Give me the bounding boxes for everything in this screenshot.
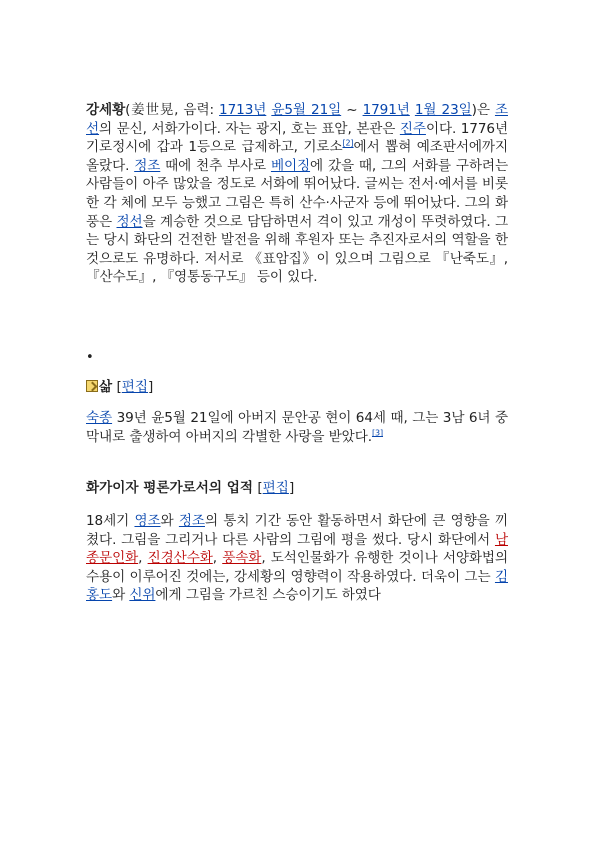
link-jinju[interactable]: 진주 [399,120,426,137]
life-paragraph: 숙종 39년 윤5월 21일에 아버지 문안공 현이 64세 때, 그는 3남 6녀 중 막내로 출생하여 아버지의 각별한 사랑을 받았다.[3] [86,410,508,445]
image-icon [86,380,98,392]
edit-link-life[interactable]: 편집 [121,379,149,395]
section-title-life: 삶 [99,379,113,395]
section-heading-life: 삶 [편집] [86,378,153,396]
list-bullet: • [86,350,94,365]
link-jeongjo-2[interactable]: 정조 [178,513,205,529]
redlink-jingyeong[interactable]: 진경산수화 [147,550,213,567]
link-birth-date[interactable]: 윤5월 21일 [271,102,342,118]
edit-link-career[interactable]: 편집 [262,480,289,496]
section-title-career: 화가이자 평론가로서의 업적 [86,480,254,496]
career-paragraph: 18세기 영조와 정조의 통치 기간 동안 활동하면서 화단에 큰 영향을 끼쳤다. 그림을 그리거나 다른 사람의 그림에 평을 썼다. 당시 화단에서 남종문인화, 진경산수화, 풍속화, 도석인물화가 유행한 것이나 서양화법의 수용이 이루어진 것에는, 강세황의 영향력이 작용하였다. 더욱이 그는 김홍도와 신위에게 그림을 가르친 스승이기도 하였다 [86,513,508,604]
link-jeongjo[interactable]: 정조 [134,157,161,174]
article-subject-name: 강세황 [86,102,126,118]
link-kimhongdo[interactable]: 김홍도 [86,568,508,604]
link-birth-year[interactable]: 1713년 [219,102,267,118]
link-death-year[interactable]: 1791년 [362,102,410,118]
section-heading-career: 화가이자 평론가로서의 업적 [편집] [86,480,295,496]
link-joseon[interactable]: 조선 [86,102,508,137]
link-death-date[interactable]: 1월 23일 [414,102,472,118]
link-sinwi[interactable]: 신위 [129,587,156,604]
reference-2[interactable]: [2] [342,138,354,148]
link-jeongseon[interactable]: 정선 [116,213,143,230]
intro-paragraph: 강세황(姜世晃, 음력: 1713년 윤5월 21일 ~ 1791년 1월 23일)은 조선의 문신, 서화가이다. 자는 광지, 호는 표암, 본관은 진주이다. 1776년 기로정시에 갑과 1등으로 급제하고, 기로소[2]에서 뽑혀 예조판서에까지 올랐다. 정조 때에 천추 부사로 베이징에 갔을 때, 그의 서화를 구하려는 사람들이 아주 많았을 정도로 서화에 뛰어났다. 글씨는 전서·예서를 비롯한 각 체에 모두 능했고 그림은 특히 산수·사군자 등에 뛰어났다. 그의 화풍은 정선을 계승한 것으로 담담하면서 격이 있고 개성이 뚜렷하였다. 그는 당시 화단의 건전한 발전을 위해 후원자 또는 추진자로서의 역할을 한 것으로도 유명하다. 저서로 《표암집》이 있으며 그림으로 『난죽도』, 『산수도』, 『영통동구도』 등이 있다. [86,102,508,286]
reference-3[interactable]: [3] [371,428,384,438]
redlink-pungsok[interactable]: 풍속화 [222,550,262,567]
link-beijing[interactable]: 베이징 [270,157,311,174]
redlink-namjong[interactable]: 남종문인화 [86,531,508,567]
link-sukjong[interactable]: 숙종 [86,410,113,426]
link-yeongjo[interactable]: 영조 [134,513,161,529]
